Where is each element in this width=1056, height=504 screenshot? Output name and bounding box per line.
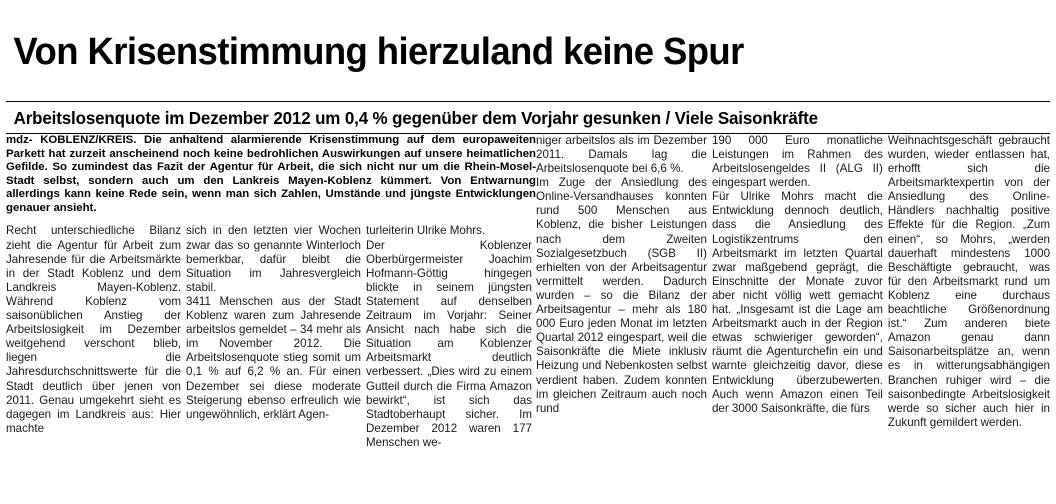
left-block [6, 134, 536, 450]
column-3-paragraph-2: Der Koblenzer Oberbürgermeister Joachim Hofmann-Göttig hingegen blickte in seinem jüngsten Statement auf denselben Zeitraum im Vorjahr: Seiner Ansicht nach habe sich die Situation am Koblenzer Arbeitsmarkt deutlich verbessert. „Dies wird zu einem Gutteil durch die Firma Amazon bewirkt“, ist sich das Stadtoberhaupt sicher. Im Dezember 2012 waren 177 Menschen we- [366, 238, 532, 449]
column-2 [186, 224, 361, 450]
column-1 [6, 224, 181, 450]
page-headline: Von Krisenstimmung hierzuland keine Spur [13, 31, 744, 74]
column-5 [712, 134, 883, 450]
column-4 [536, 134, 707, 450]
newspaper-page [0, 25, 1056, 504]
column-6-paragraph-1: Weihnachtsgeschäft gebraucht wurden, wieder entlassen hat, erhofft sich die Arbeitsmarktexpertin von der Ansiedlung des Online-Händlers nachhaltig positive Effekte für die Region. „Zum einen“, so Mohrs, „werden dauerhaft mindestens 1000 Beschäftigte gebraucht, was für den Arbeitsmarkt rund um Koblenz eine durchaus beachtliche Größenordnung ist.“ Zum anderen biete Amazon genau dann Saisonarbeitsplätze an, wenn es in witterungsabhängigen Branchen ruhiger wird – die saisonbedingte Arbeitslosigkeit werde so sicher auch hier in Zukunft gemildert werden. [887, 133, 1051, 429]
column-2-paragraph-2: 3411 Menschen aus der Stadt Koblenz waren zum Jahresende arbeitslos gemeldet – 34 mehr als im November 2012. Die Arbeitslosenquote stieg somit um 0,1 % auf 6,2 % an. Für einen Dezember sei diese moderate Steigerung ebenso erfreulich wie ungewöhnlich, erklärt Agen- [186, 294, 361, 421]
article-columns [6, 134, 1050, 450]
column-1-paragraph-1: Recht unterschiedliche Bilanz zieht die Agentur für Arbeit zum Jahresende für die Arbeitsmärkte in der Stadt Koblenz und dem Landkreis Mayen-Koblenz. Während Koblenz vom saisonüblichen Anstieg der Arbeitslosigkeit im Dezember weitgehend verschont blieb, liegen die Jahresdurchschnittswerte für die Stadt deutlich über jenen von 2011. Genau umgekehrt sieht es dagegen im Landkreis aus: Hier machte [6, 224, 181, 435]
column-3 [366, 224, 532, 450]
lead-paragraph: mdz- KOBLENZ/KREIS. Die anhaltend alarmierende Krisenstimmung auf dem europaweiten Parkett hat zurzeit anscheinend noch keine bedrohlichen Auswirkungen auf unsere heimatlichen Gefilde. So zumindest das Fazit der Agentur für Arbeit, die sich nicht nur um die Rhein-Mosel-Stadt selbst, sondern auch um den Lankreis Mayen-Koblenz kümmert. Von Entwarnung allerdings kann keine Rede sein, wenn man sich Zahlen, Umstände und jüngste Entwicklungen genauer ansieht. [6, 133, 536, 214]
left-lower-columns [6, 224, 536, 450]
article-body [0, 134, 1056, 450]
page-subhead: Arbeitslosenquote im Dezember 2012 um 0,4 % gegenüber dem Vorjahr gesunken / Viele Saisonkräfte [13, 107, 818, 128]
column-4-paragraph-2: Im Zuge der Ansiedlung des Online-Versandhauses konnten rund 500 Menschen aus Koblenz, die bisher Leistungen nach dem Zweiten Sozialgesetzbuch (SGB II) erhielten von der Arbeitsagentur vermittelt werden. Dadurch wurden – so die Bilanz der Arbeitsagentur – mehr als 180 000 Euro jeden Monat im letzten Quartal 2012 eingespart, weil die Saisonkräfte die Miete inklusiv Heizung und Nebenkosten selbst verdient haben. Zudem konnten im gleichen Zeitraum auch noch rund [536, 176, 707, 415]
column-6 [888, 134, 1050, 450]
column-5-paragraph-2: Für Ulrike Mohrs macht die Entwicklung dennoch deutlich, dass die Ansiedlung des Logistikzentrums den Arbeitsmarkt im letzten Quartal zwar maßgebend geprägt, die Einschnitte der Monate zuvor aber nicht völlig wett gemacht hat. „Insgesamt ist die Lage am Arbeitsmarkt auch in der Region etwas schwieriger geworden“, räumt die Agenturchefin ein und warnte gleichzeitig davor, diese Entwicklung überzubewerten. Auch wenn Amazon einen Teil der 3000 Saisonkräfte, die fürs [711, 190, 883, 415]
column-2-paragraph-1: sich in den letzten vier Wochen zwar das so genannte Winterloch bemerkbar, dafür bleibt die Situation im Jahresvergleich stabil. [186, 224, 361, 294]
column-5-paragraph-1: 190 000 Euro monatliche Leistungen im Rahmen des Arbeitslosengeldes II (ALG II) eingespart werden. [711, 133, 883, 190]
column-4-paragraph-1: niger arbeitslos als im Dezember 2011. Damals lag die Arbeitslosenquote bei 6,6 %. [536, 133, 707, 176]
column-3-paragraph-1: turleiterin Ulrike Mohrs. [366, 224, 486, 238]
